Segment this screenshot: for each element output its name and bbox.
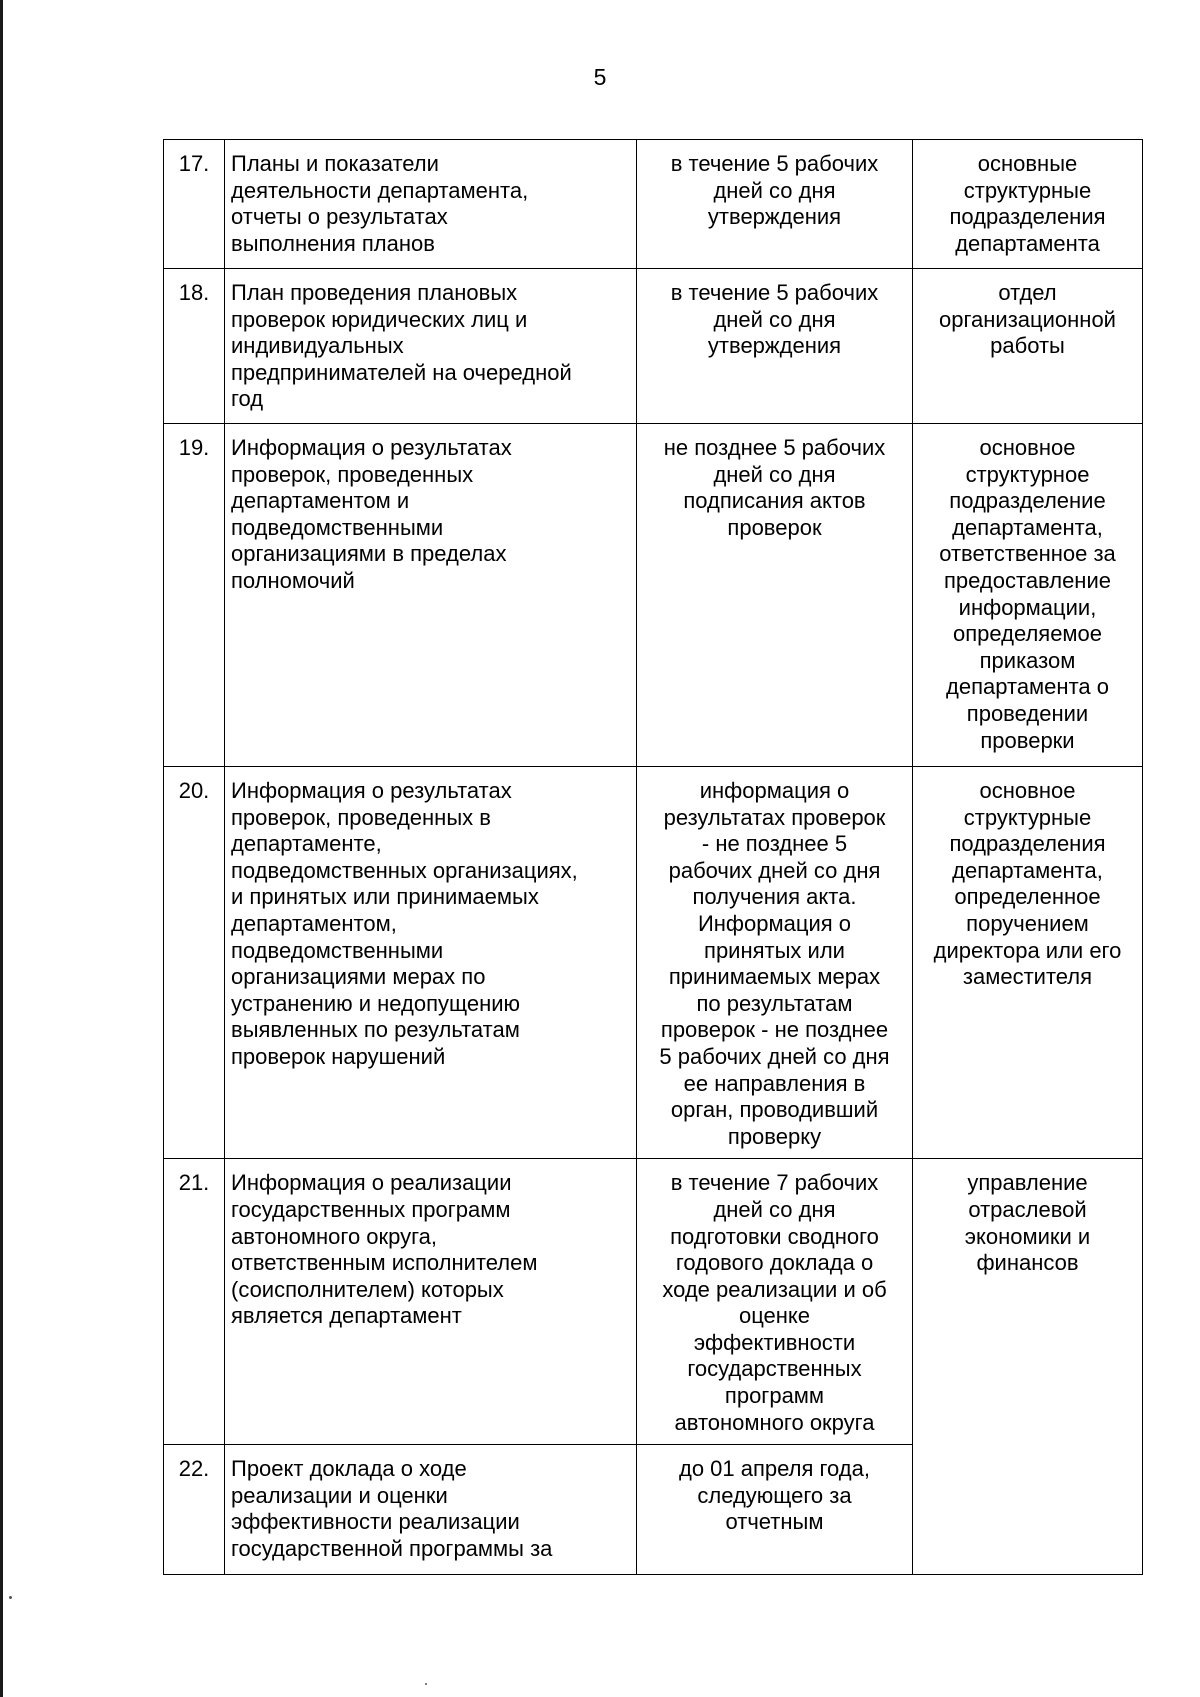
document-cell [225,424,637,767]
document-cell [225,1159,637,1445]
document-text: Проект доклада о ходе реализации и оценки эффективности реализации государственной программы за [231,1456,553,1562]
scan-edge-line [0,0,3,1697]
responsible-text: основное структурные подразделения департамента, определенное поручением директора или его заместителя [933,778,1122,990]
responsible-cell [913,767,1143,1159]
table-row [164,1159,1143,1445]
row-number: 18. [164,269,225,424]
document-text: План проведения плановых проверок юридических лиц и индивидуальных предпринимателей на очередной год [231,280,572,412]
responsible-text: основное структурное подразделение департамента, ответственное за предоставление информации, определяемое приказом департамента о проведении проверки [939,435,1116,753]
row-number: 19. [164,424,225,767]
document-cell [225,269,637,424]
row-number: 20. [164,767,225,1159]
table-row [164,424,1143,767]
term-cell [637,1445,913,1575]
document-cell [225,1445,637,1575]
term-cell [637,269,913,424]
responsible-text: отдел организационной работы [939,280,1116,359]
responsible-text: основные структурные подразделения департамента [949,151,1106,256]
row-number: 22. [164,1445,225,1575]
table-row [164,767,1143,1159]
responsible-cell [913,1159,1143,1575]
table-row [164,269,1143,424]
document-table [163,139,1143,1575]
row-number: 21. [164,1159,225,1445]
scan-speck [425,1683,427,1685]
term-text: информация о результатах проверок - не позднее 5 рабочих дней со дня получения акта. Информация о принятых или принимаемых мерах по результатам проверок - не позднее 5 рабочих дней со дня ее направления в орган, проводивший проверку [659,778,890,1149]
term-text: в течение 5 рабочих дней со дня утверждения [670,151,879,230]
row-number: 17. [164,140,225,269]
term-cell [637,424,913,767]
document-text: Информация о результатах проверок, проведенных департаментом и подведомственными организациями в пределах полномочий [231,435,512,593]
document-text: Информация о реализации государственных программ автономного округа, ответственным исполнителем (соисполнителем) которых является департамент [231,1170,538,1329]
table-row [164,140,1143,269]
term-cell [637,767,913,1159]
term-text: в течение 7 рабочих дней со дня подготовки сводного годового доклада о ходе реализации и об оценке эффективности государственных программ автономного округа [662,1170,887,1435]
term-cell [637,1159,913,1445]
responsible-cell [913,424,1143,767]
term-text: не позднее 5 рабочих дней со дня подписания актов проверок [663,435,886,540]
responsible-cell [913,140,1143,269]
document-text: Планы и показатели деятельности департамента, отчеты о результатах выполнения планов [231,151,529,256]
term-cell [637,140,913,269]
responsible-text: управление отраслевой экономики и финансов [964,1170,1091,1276]
term-text: до 01 апреля года, следующего за отчетным [679,1456,870,1535]
document-cell [225,140,637,269]
scan-speck [9,1596,12,1599]
page-number: 5 [593,64,607,90]
term-text: в течение 5 рабочих дней со дня утверждения [670,280,879,359]
document-cell [225,767,637,1159]
document-text: Информация о результатах проверок, проведенных в департаменте, подведомственных организациях, и принятых или принимаемых департаментом, подведомственными организациями мерах по устранению и недопущению выявленных по результатам проверок нарушений [231,778,578,1069]
responsible-cell [913,269,1143,424]
